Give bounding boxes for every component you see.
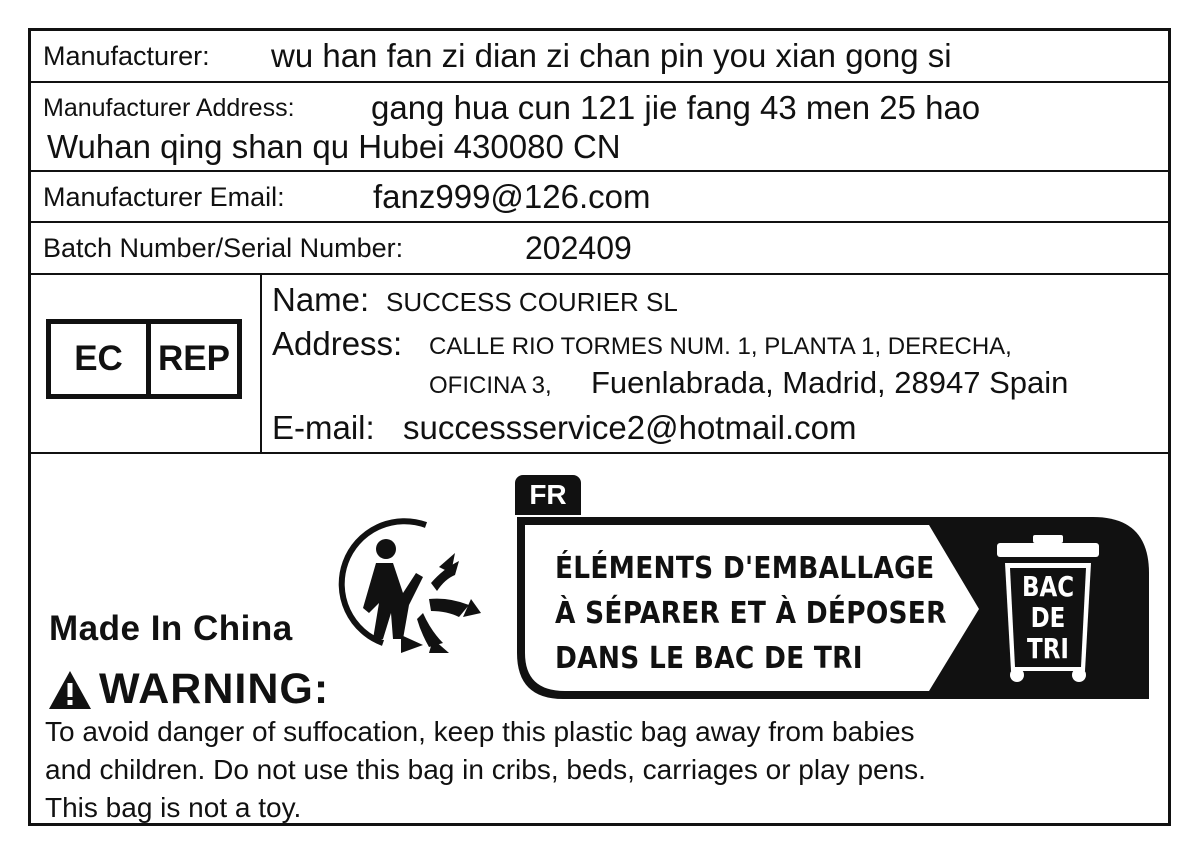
manufacturer-email-label: Manufacturer Email: — [43, 182, 285, 212]
ec-rep-divider — [260, 275, 262, 452]
triman-line-1: ÉLÉMENTS D'EMBALLAGE — [555, 551, 935, 586]
fr-badge: FR — [515, 475, 581, 515]
ec-rep-address-line2-small: OFICINA 3, — [429, 372, 552, 399]
manufacturer-email-row — [31, 172, 1168, 223]
warning-line-1: To avoid danger of suffocation, keep this plastic bag away from babies — [45, 716, 915, 747]
warning-text — [45, 713, 1165, 827]
manufacturer-address-label: Manufacturer Address: — [43, 94, 295, 122]
batch-row — [31, 223, 1168, 275]
ec-rep-address-line2-big: Fuenlabrada, Madrid, 28947 Spain — [591, 365, 1069, 400]
ec-rep-symbol — [46, 319, 242, 399]
ec-rep-address-label: Address: — [272, 325, 403, 362]
ec-rep-address-line1: CALLE RIO TORMES NUM. 1, PLANTA 1, DERECHA, — [429, 333, 1012, 360]
triman-text — [555, 546, 947, 681]
warning-line-3: This bag is not a toy. — [45, 792, 302, 823]
manufacturer-address-row — [31, 83, 1168, 172]
manufacturer-value: wu han fan zi dian zi chan pin you xian gong si — [271, 37, 952, 74]
warning-title: WARNING: — [99, 665, 330, 713]
ec-rep-email-label: E-mail: — [272, 409, 375, 446]
ec-rep-badge-left: EC — [51, 324, 151, 394]
batch-value: 202409 — [525, 230, 632, 266]
bin-text-3: TRI — [1027, 632, 1069, 665]
manufacturer-email-value: fanz999@126.com — [373, 178, 651, 215]
batch-label: Batch Number/Serial Number: — [43, 233, 404, 263]
warning-triangle-icon — [47, 669, 93, 711]
ec-rep-name-value: SUCCESS COURIER SL — [386, 287, 678, 317]
triman-line-3: DANS LE BAC DE TRI — [555, 641, 863, 676]
ec-rep-name-label: Name: — [272, 281, 370, 318]
bin-text-1: BAC — [1021, 570, 1075, 603]
manufacturer-address-line1: gang hua cun 121 jie fang 43 men 25 hao — [371, 89, 981, 126]
manufacturer-label: Manufacturer: — [43, 41, 210, 71]
warning-title-row — [47, 665, 329, 714]
made-in-china: Made In China — [49, 609, 293, 648]
warning-line-2: and children. Do not use this bag in cribs, beds, carriages or play pens. — [45, 754, 926, 785]
ec-rep-row — [31, 275, 1168, 454]
triman-icon — [331, 513, 481, 655]
triman-line-2: À SÉPARER ET À DÉPOSER — [555, 596, 947, 631]
ec-rep-badge-right: REP — [158, 339, 230, 378]
product-label — [28, 28, 1171, 826]
manufacturer-address-line2: Wuhan qing shan qu Hubei 430080 CN — [47, 128, 621, 165]
recycling-bin-icon — [993, 533, 1103, 683]
bin-text-2: DE — [1030, 601, 1066, 634]
manufacturer-row — [31, 31, 1168, 83]
ec-rep-email-value: successservice2@hotmail.com — [403, 409, 857, 446]
